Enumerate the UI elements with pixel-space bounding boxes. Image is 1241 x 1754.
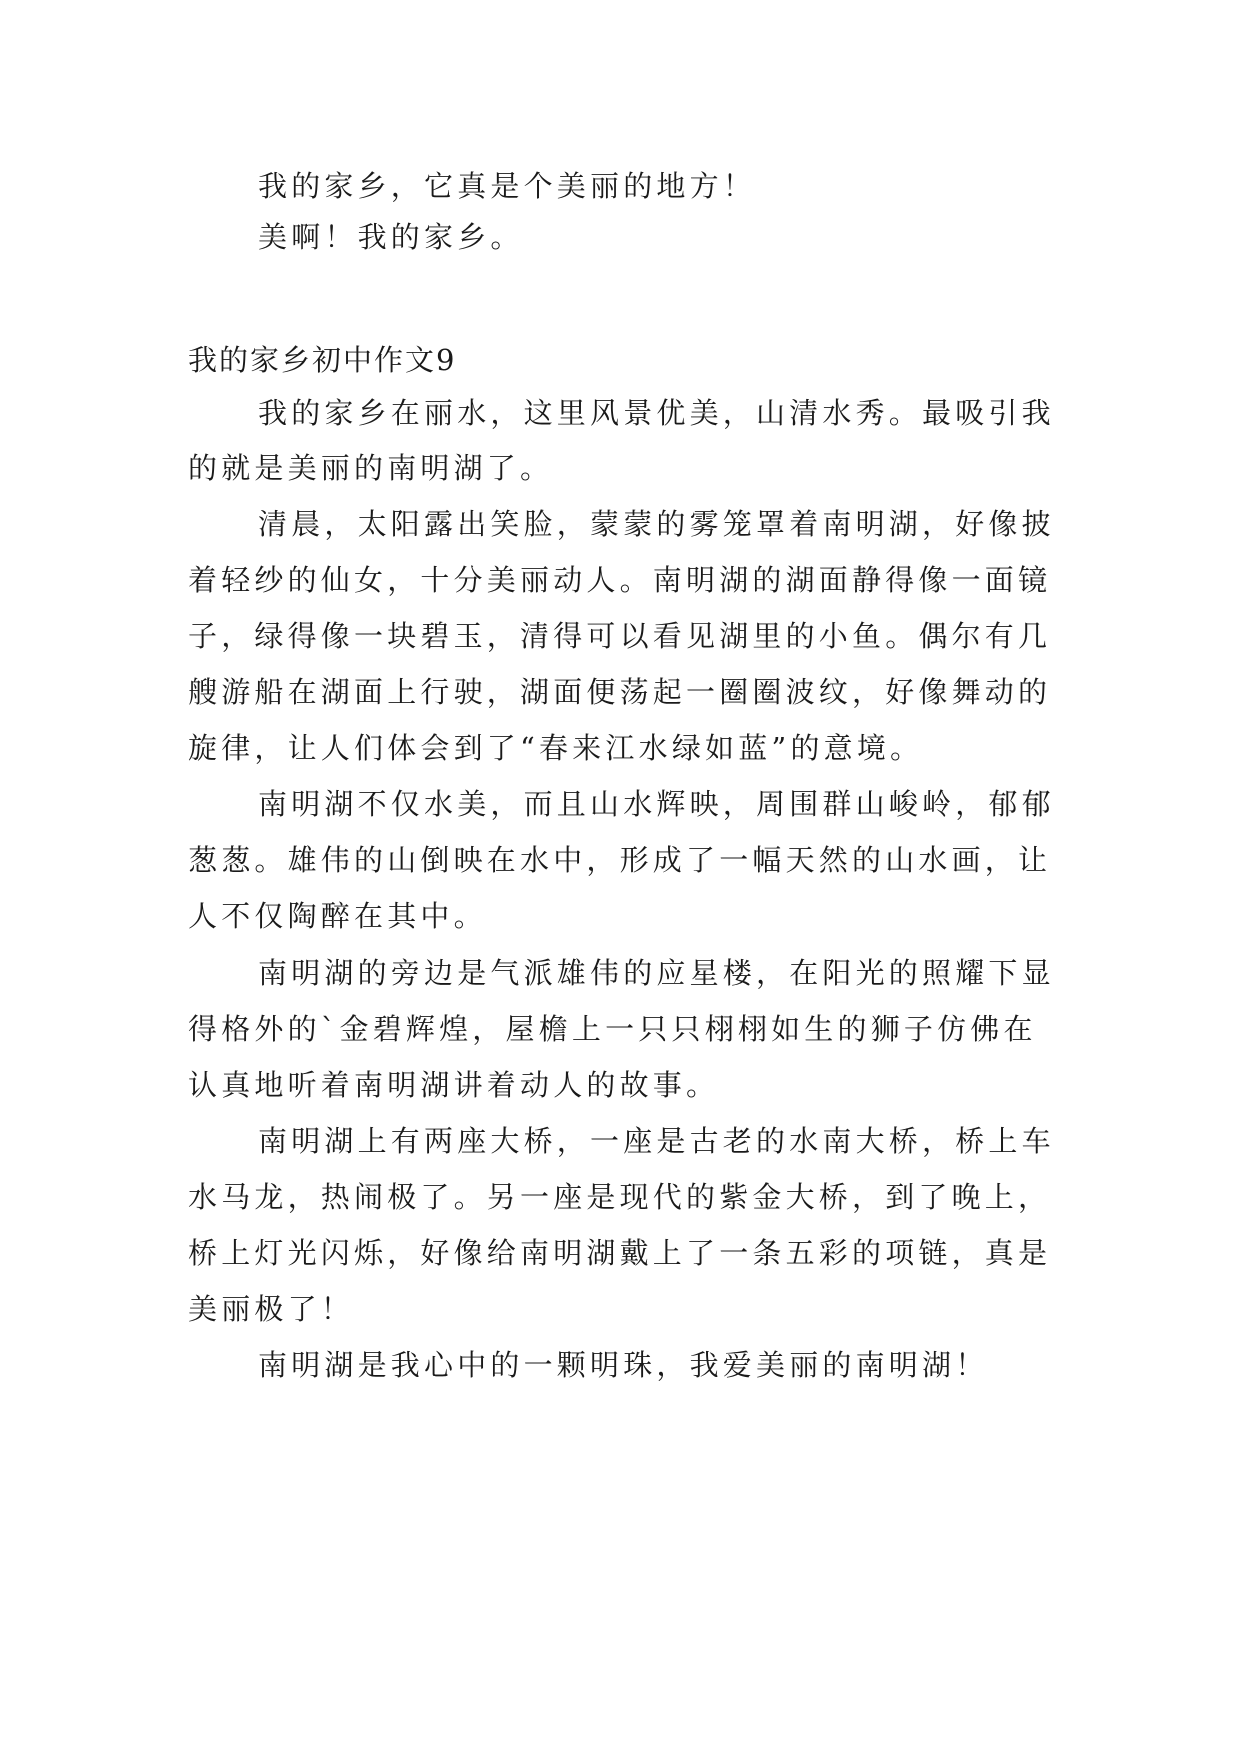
paragraph-line: 的就是美丽的南明湖了。 [188, 451, 554, 485]
paragraph-line: 桥上灯光闪烁，好像给南明湖戴上了一条五彩的项链，真是 [188, 1236, 1052, 1270]
paragraph-line: 清晨，太阳露出笑脸，蒙蒙的雾笼罩着南明湖，好像披 [258, 507, 1055, 541]
paragraph-line: 人不仅陶醉在其中。 [188, 899, 487, 933]
paragraph-line: 南明湖不仅水美，而且山水辉映，周围群山峻岭，郁郁 [258, 787, 1055, 821]
paragraph-line: 着轻纱的仙女，十分美丽动人。南明湖的湖面静得像一面镜 [188, 563, 1052, 597]
paragraph-line: 认真地听着南明湖讲着动人的故事。 [188, 1068, 720, 1102]
essay-title: 我的家乡初中作文9 [188, 343, 457, 377]
paragraph-line: 得格外的`金碧辉煌，屋檐上一只只栩栩如生的狮子仿佛在 [188, 1012, 1037, 1046]
closing-line: 美啊！我的家乡。 [258, 220, 524, 254]
paragraph-line: 美丽极了！ [188, 1292, 355, 1326]
paragraph-line: 子，绿得像一块碧玉，清得可以看见湖里的小鱼。偶尔有几 [188, 619, 1052, 653]
paragraph-line: 南明湖的旁边是气派雄伟的应星楼，在阳光的照耀下显 [258, 956, 1055, 990]
paragraph-line: 南明湖上有两座大桥，一座是古老的水南大桥，桥上车 [258, 1124, 1055, 1158]
paragraph-line: 南明湖是我心中的一颗明珠，我爱美丽的南明湖！ [258, 1348, 989, 1382]
paragraph-line: 艘游船在湖面上行驶，湖面便荡起一圈圈波纹，好像舞动的 [188, 675, 1052, 709]
closing-line: 我的家乡，它真是个美丽的地方！ [258, 169, 757, 203]
paragraph-line: 葱葱。雄伟的山倒映在水中，形成了一幅天然的山水画，让 [188, 843, 1052, 877]
paragraph-line: 我的家乡在丽水，这里风景优美，山清水秀。最吸引我 [258, 396, 1055, 430]
paragraph-line: 旋律，让人们体会到了“春来江水绿如蓝”的意境。 [188, 731, 924, 765]
paragraph-line: 水马龙，热闹极了。另一座是现代的紫金大桥，到了晚上， [188, 1180, 1052, 1214]
